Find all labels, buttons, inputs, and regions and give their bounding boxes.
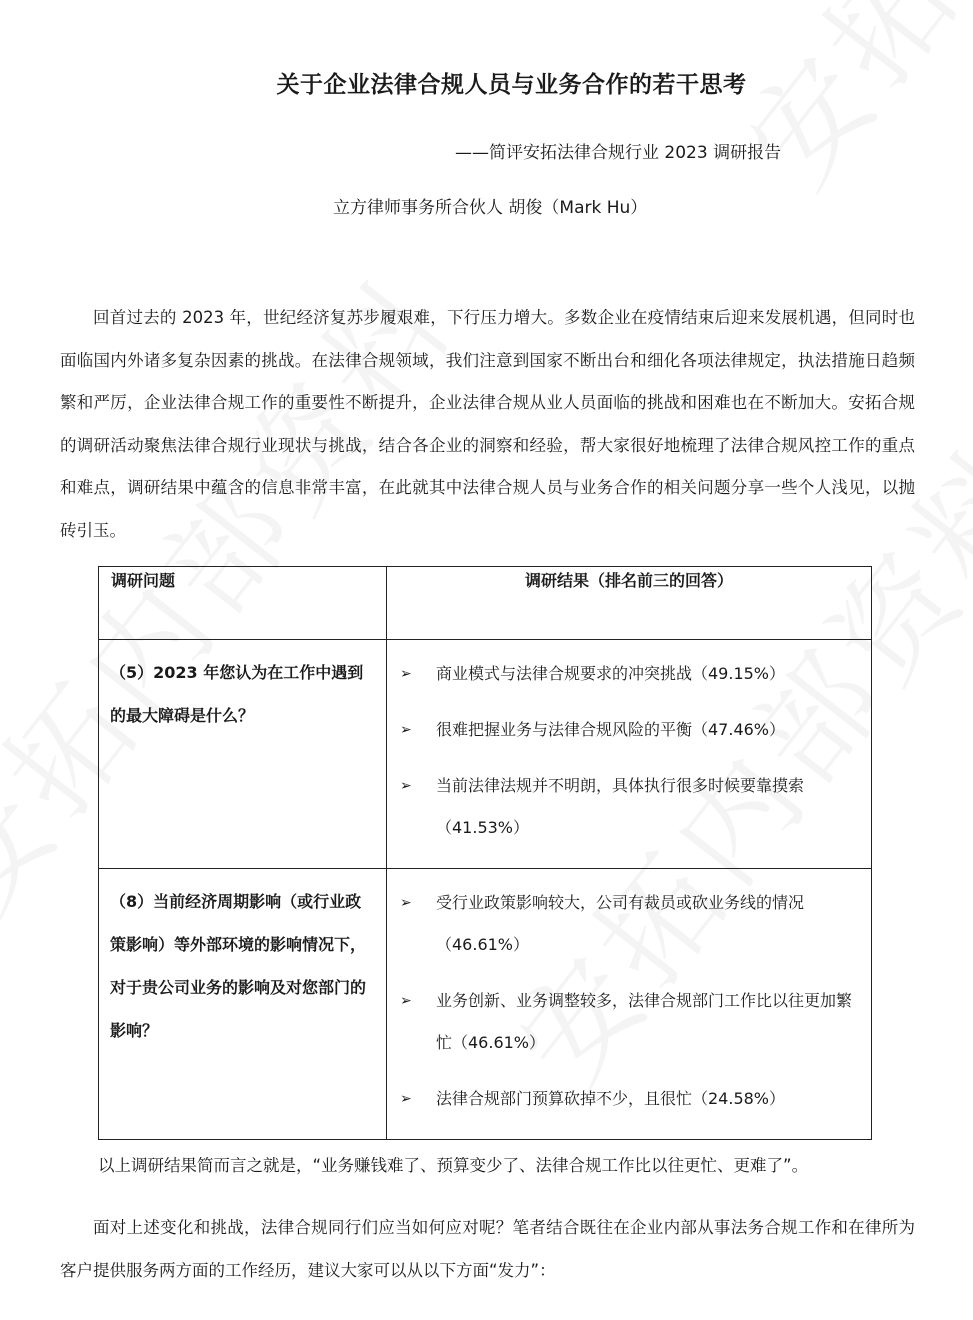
survey-table xyxy=(98,566,872,1140)
table-row xyxy=(99,640,872,869)
arrow-bullet-icon: ➢ xyxy=(400,895,412,911)
question-cell: （8）当前经济周期影响（或行业政策影响）等外部环境的影响情况下，对于贵公司业务的影响及对您部门的影响？ xyxy=(110,892,367,1040)
list-item: ➢ 当前法律法规并不明朗，具体执行很多时候要靠摸索（41.53%） xyxy=(400,765,860,849)
table-row xyxy=(99,869,872,1140)
list-item: ➢ 业务创新、业务调整较多，法律合规部门工作比以往更加繁忙（46.61%） xyxy=(400,980,860,1064)
author-line: 立方律师事务所合伙人 胡俊（Mark Hu） xyxy=(333,198,648,218)
header-result: 调研结果（排名前三的回答） xyxy=(387,567,872,640)
summary-paragraph: 以上调研结果简而言之就是，“业务赚钱难了、预算变少了、法律合规工作比以往更忙、更难了”。 xyxy=(98,1156,809,1175)
list-item: ➢ 法律合规部门预算砍掉不少，且很忙（24.58%） xyxy=(400,1078,860,1120)
watermark xyxy=(700,0,973,215)
document-title: 关于企业法律合规人员与业务合作的若干思考 xyxy=(276,72,747,98)
list-item: ➢ 受行业政策影响较大，公司有裁员或砍业务线的情况（46.61%） xyxy=(400,882,860,966)
arrow-bullet-icon: ➢ xyxy=(400,778,412,794)
list-item: ➢ 很难把握业务与法律合规风险的平衡（47.46%） xyxy=(400,709,860,751)
arrow-bullet-icon: ➢ xyxy=(400,1091,412,1107)
intro-paragraph: 回首过去的 2023 年，世纪经济复苏步履艰难，下行压力增大。多数企业在疫情结束后迎来发展机遇，但同时也面临国内外诸多复杂因素的挑战。在法律合规领域，我们注意到国家不断出台和细化各项法律规定，执法措施日趋频繁和严厉，企业法律合规工作的重要性不断提升，企业法律合规从业人员面临的挑战和困难也在不断加大。安拓合规的调研活动聚焦法律合规行业现状与挑战，结合各企业的洞察和经验，帮大家很好地梳理了法律合规风控工作的重点和难点，调研结果中蕴含的信息非常丰富，在此就其中法律合规人员与业务合作的相关问题分享一些个人浅见，以抛砖引玉。 xyxy=(60,308,915,540)
answer-list xyxy=(388,641,870,859)
question-cell: （5）2023 年您认为在工作中遇到的最大障碍是什么？ xyxy=(110,663,364,725)
arrow-bullet-icon: ➢ xyxy=(400,666,412,682)
table-header-row xyxy=(99,567,872,640)
answer-list xyxy=(388,870,870,1130)
arrow-bullet-icon: ➢ xyxy=(400,722,412,738)
arrow-bullet-icon: ➢ xyxy=(400,993,412,1009)
header-question: 调研问题 xyxy=(99,567,387,640)
list-item: ➢ 商业模式与法律合规要求的冲突挑战（49.15%） xyxy=(400,653,860,695)
document-subtitle: ——简评安拓法律合规行业 2023 调研报告 xyxy=(455,143,782,163)
closing-paragraph: 面对上述变化和挑战，法律合规同行们应当如何应对呢？笔者结合既往在企业内部从事法务合规工作和在律所为客户提供服务两方面的工作经历，建议大家可以从以下方面“发力”： xyxy=(60,1218,915,1280)
